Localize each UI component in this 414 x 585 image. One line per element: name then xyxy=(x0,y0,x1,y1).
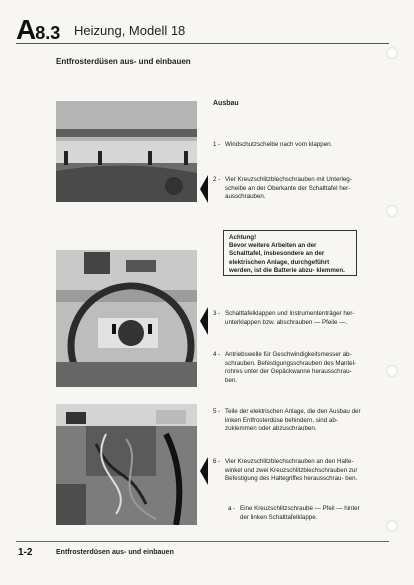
step-number: 4 - xyxy=(213,351,221,358)
warning-body: Bevor weitere Arbeiten an der Schalttafel, insbesondere an der elektrischen Anlage, durchgeführt werden, ist die Batterie abzu- klemmen. xyxy=(229,242,345,274)
photo-wiring xyxy=(56,404,197,525)
binder-hole xyxy=(386,47,398,59)
section-title: Entfrosterdüsen aus- und einbauen xyxy=(56,57,191,66)
step-number: 6 - xyxy=(213,458,221,465)
step-number: 5 - xyxy=(213,408,221,415)
step-text: Eine Kreuzschlitzschraube — Pfeil — hinter der linken Schalttafelklappe. xyxy=(240,505,360,521)
step-number: a - xyxy=(228,505,236,512)
reference-arrow-1 xyxy=(200,175,208,203)
warning-note xyxy=(223,230,357,276)
step-text: Antriebswelle für Geschwindigkeitsmesser ab- schrauben. Befestigungsschrauben des Mantel- rohres unter der Gepäckwanne herausschrau- ben. xyxy=(225,351,357,384)
page-number: 1-2 xyxy=(18,547,33,558)
footer-title: Entfrosterdüsen aus- und einbauen xyxy=(56,549,174,556)
header-title: Heizung, Modell 18 xyxy=(74,23,186,38)
photo-windshield xyxy=(56,101,197,202)
section-code xyxy=(16,14,60,46)
binder-hole xyxy=(386,520,398,532)
reference-arrow-3 xyxy=(200,457,208,485)
warning-title: Achtung! xyxy=(229,234,257,241)
step-text: Vier Kreuzschlitzblechschrauben mit Unterleg- scheibe an der Oberkante der Schalttafel her- ausschrauben. xyxy=(225,176,352,201)
section-code-letter: A xyxy=(16,14,36,45)
step-1 xyxy=(213,141,363,150)
step-number: 1 - xyxy=(213,141,221,148)
step-a xyxy=(228,505,364,522)
photo-instrument-panel xyxy=(56,250,197,387)
step-3 xyxy=(213,310,363,327)
step-text: Schalttafelklappen und Instrumententräger her- unterklappen bzw. abschrauben — Pfeile —. xyxy=(225,310,355,326)
ausbau-heading: Ausbau xyxy=(213,100,239,107)
step-4 xyxy=(213,351,363,385)
binder-hole xyxy=(386,365,398,377)
step-5 xyxy=(213,408,363,434)
step-number: 2 - xyxy=(213,176,221,183)
binder-hole xyxy=(386,205,398,217)
step-number: 3 - xyxy=(213,310,221,317)
header-divider xyxy=(16,43,389,44)
step-6 xyxy=(213,458,363,484)
step-2 xyxy=(213,176,363,202)
footer-divider xyxy=(16,541,389,542)
page-header xyxy=(16,14,396,44)
step-text: Vier Kreuzschlitzblechschrauben an den Halte- winkel und zwei Kreuzschlitzblechschrauben zur Befestigung des Haltegriffes herausschrau- ben. xyxy=(225,458,358,483)
section-code-number: 8.3 xyxy=(35,23,61,43)
step-text: Windschutzscheibe nach vorn klappen. xyxy=(225,141,333,148)
step-text: Teile der elektrischen Anlage, die den Ausbau der linken Entfrosterdüse behindern, sind ab- zuklemmen oder abzuschrauben. xyxy=(225,408,361,433)
reference-arrow-2 xyxy=(200,307,208,335)
